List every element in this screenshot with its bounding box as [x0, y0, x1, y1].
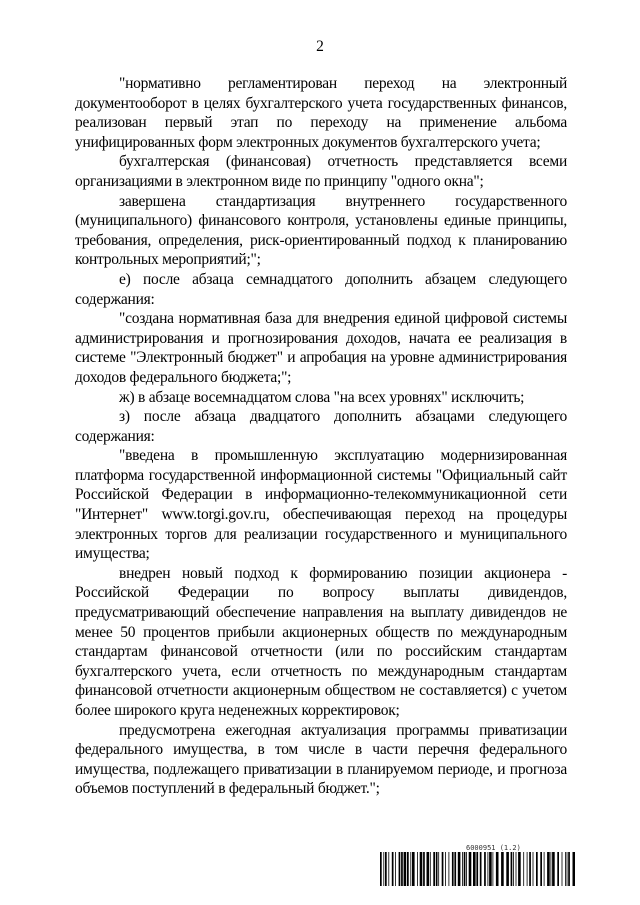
paragraph: "введена в промышленную эксплуатацию модернизированная платформа государственной информационной системы "Официальный сайт Российской Федерации в информационно-телекоммуникационной сети "Интернет" www.torgi.gov.ru, обеспечивающая переход на процедуры электронных торгов для реализации государственного и муниципального имущества;: [75, 447, 567, 563]
page-number: 2: [316, 38, 324, 55]
paragraph: внедрен новый подход к формированию позиции акционера - Российской Федерации по вопросу выплаты дивидендов, предусматривающий обеспечение направления на выплату дивидендов не менее 50 процентов прибыли акционерных обществ по международным стандартам финансовой отчетности (или по российским стандартам бухгалтерского учета, если отчетность по международным стандартам финансовой отчетности акционерным обществом не составляется) с учетом более широкого круга неденежных корректировок;: [75, 564, 567, 719]
document-code: 6000951 (1.2): [466, 844, 521, 852]
paragraph: "создана нормативная база для внедрения единой цифровой системы администрирования и прогнозирования доходов, начата ее реализация в системе "Электронный бюджет" и апробация на уровне администрирования доходов федерального бюджета;";: [75, 310, 567, 386]
paragraph: предусмотрена ежегодная актуализация программы приватизации федерального имущества, в том числе в части перечня федерального имущества, подлежащего приватизации в планируемом периоде, и прогноза объемов поступлений в федеральный бюджет.";: [75, 721, 567, 798]
paragraph: е) после абзаца семнадцатого дополнить абзацем следующего содержания:: [75, 270, 567, 308]
paragraph: завершена стандартизация внутреннего государственного (муниципального) финансового контроля, установлены единые принципы, требования, определения, риск-ориентированный подход к планированию контрольных мероприятий;";: [75, 192, 567, 269]
paragraph: "нормативно регламентирован переход на электронный документооборот в целях бухгалтерского учета государственных финансов, реализован первый этап по переходу на применение альбома унифицированных форм электронных документов бухгалтерского учета;: [75, 75, 567, 151]
paragraph: бухгалтерская (финансовая) отчетность представляется всеми организациями в электронном виде по принципу "одного окна";: [75, 153, 567, 190]
paragraph: з) после абзаца двадцатого дополнить абзацами следующего содержания:: [75, 408, 567, 445]
paragraph: ж) в абзаце восемнадцатом слова "на всех уровнях" исключить;: [119, 388, 525, 406]
document-body: [75, 74, 567, 799]
barcode: [380, 852, 575, 886]
